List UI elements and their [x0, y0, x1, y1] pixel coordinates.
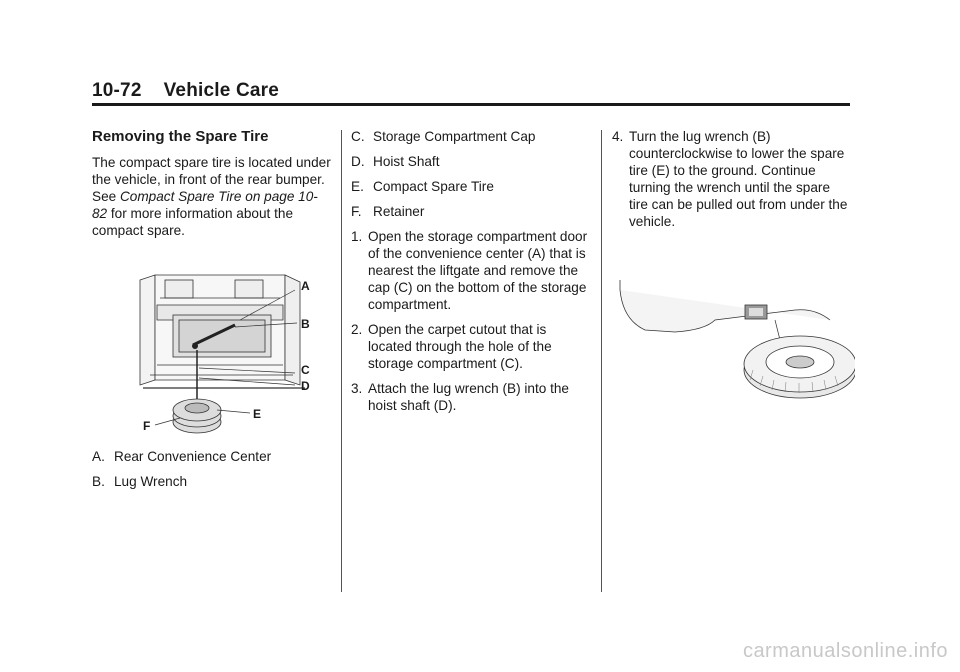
step-item: 3. Attach the lug wrench (B) into the hoist shaft (D). [351, 381, 569, 413]
legend-item: E. Compact Spare Tire [351, 179, 494, 194]
legend-item: B. Lug Wrench [92, 474, 188, 489]
step-item: 1. Open the storage compartment door of the convenience center (A) that is nearest the liftgate and remove the cap (C) on the bottom of the storage compartment. [351, 229, 588, 312]
legend-item: C. Storage Compartment Cap [351, 129, 536, 144]
legend-list-1 [92, 448, 332, 498]
column-divider [341, 130, 342, 592]
legend-item: A. Rear Convenience Center [92, 449, 272, 464]
callout-e: E [253, 407, 262, 421]
cross-reference-link[interactable]: Compact Spare Tire on page 10-82 [92, 189, 318, 221]
lowered-spare-tire-figure [615, 280, 855, 410]
callout-f: F [143, 419, 151, 433]
page-number: 10-72 [92, 80, 142, 101]
callout-c: C [301, 363, 310, 377]
legend-item: D. Hoist Shaft [351, 154, 440, 169]
step-item: 2. Open the carpet cutout that is located through the hole of the storage compartment (C). [351, 322, 552, 371]
section-title: Vehicle Care [163, 80, 280, 101]
spare-tire-location-figure [135, 270, 325, 440]
page-header [92, 80, 279, 102]
callout-a: A [301, 279, 310, 293]
callout-d: D [301, 379, 310, 393]
callout-b: B [301, 317, 310, 331]
column-divider [601, 130, 602, 592]
column-1 [92, 128, 332, 239]
header-rule [92, 103, 850, 106]
step-item: 4. Turn the lug wrench (B) counterclockwise to lower the spare tire (E) to the ground. Continue turning the wrench until the spare tire can be pulled out from under the vehicle. [612, 129, 848, 229]
section-heading: Removing the Spare Tire [92, 128, 269, 145]
intro-paragraph: The compact spare tire is located under the vehicle, in front of the rear bumper. See Compact Spare Tire on page 10-82 for more information about the compact spare. [92, 155, 331, 238]
watermark: carmanualsonline.info [742, 640, 948, 662]
column-3 [612, 128, 852, 238]
column-2 [351, 128, 591, 422]
legend-item: F. Retainer [351, 204, 425, 219]
